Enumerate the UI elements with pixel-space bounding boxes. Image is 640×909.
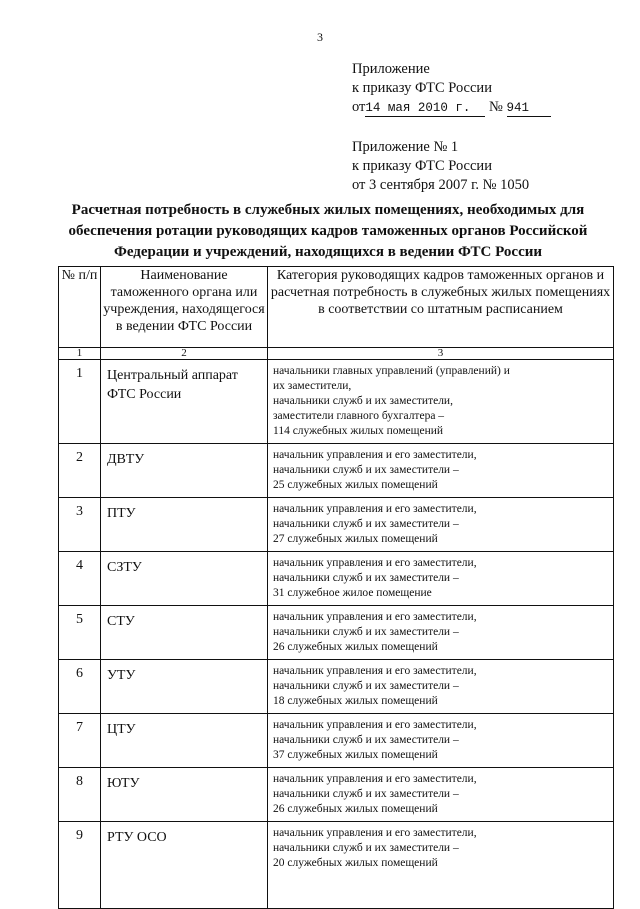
table-row [59, 660, 614, 714]
category-line: начальники служб и их заместители – [273, 680, 459, 692]
column-number-row [59, 348, 614, 360]
organization-name: Центральный аппарат ФТС России [101, 360, 268, 444]
category-cell [268, 498, 614, 552]
category-line: 26 служебных жилых помещений [273, 641, 438, 653]
category-line: начальники служб и их заместители – [273, 734, 459, 746]
row-number: 5 [59, 606, 101, 660]
category-line: начальники служб и их заместители – [273, 464, 459, 476]
category-line: 20 служебных жилых помещений [273, 857, 438, 869]
category-line: начальник управления и его заместители, [273, 719, 477, 731]
column-number: 3 [268, 348, 614, 360]
table-row [59, 606, 614, 660]
category-cell [268, 444, 614, 498]
category-line: 27 служебных жилых помещений [273, 533, 438, 545]
category-cell [268, 606, 614, 660]
row-number: 1 [59, 360, 101, 444]
category-cell [268, 360, 614, 444]
category-line: начальник управления и его заместители, [273, 827, 477, 839]
appendix-block [352, 60, 551, 117]
category-line: 18 служебных жилых помещений [273, 695, 438, 707]
category-line: 31 служебное жилое помещение [273, 587, 432, 599]
category-line: начальник управления и его заместители, [273, 665, 477, 677]
category-cell [268, 660, 614, 714]
order-date: 14 мая 2010 г. [365, 101, 485, 117]
header-organization: Наименование таможенного органа или учреждения, находящегося в ведении ФТС России [101, 267, 268, 348]
category-line: 114 служебных жилых помещений [273, 425, 444, 437]
category-line: начальники служб и их заместители, [273, 395, 453, 407]
category-line: их заместители, [273, 380, 352, 392]
table-row [59, 552, 614, 606]
appendix-1-date-line: от 3 сентября 2007 г. № 1050 [352, 177, 530, 193]
table-row [59, 822, 614, 909]
organization-name: УТУ [101, 660, 268, 714]
appendix-title: Приложение [352, 61, 430, 77]
category-cell [268, 768, 614, 822]
category-line: начальники главных управлений (управлений) и [273, 365, 510, 377]
number-prefix: № [489, 99, 503, 115]
category-line: начальник управления и его заместители, [273, 773, 477, 785]
category-cell [268, 714, 614, 768]
appendix-order-line: к приказу ФТС России [352, 80, 492, 96]
category-line: начальник управления и его заместители, [273, 557, 477, 569]
organization-name: ЦТУ [101, 714, 268, 768]
row-number: 2 [59, 444, 101, 498]
page-number: 3 [317, 30, 323, 44]
table-row [59, 714, 614, 768]
category-line: начальники служб и их заместители – [273, 626, 459, 638]
category-line: 25 служебных жилых помещений [273, 479, 438, 491]
housing-table [58, 266, 614, 909]
category-cell [268, 552, 614, 606]
category-line: 37 служебных жилых помещений [273, 749, 438, 761]
column-number: 1 [59, 348, 101, 360]
category-line: начальники служб и их заместители – [273, 572, 459, 584]
organization-name: ЮТУ [101, 768, 268, 822]
row-number: 4 [59, 552, 101, 606]
category-cell [268, 822, 614, 909]
document-title: Расчетная потребность в служебных жилых помещениях, необходимых для обеспечения ротации руководящих кадров таможенных органов Российской Федерации и учреждений, находящихся в ведении ФТС России [68, 202, 588, 260]
header-number: № п/п [59, 267, 101, 348]
table-row [59, 498, 614, 552]
column-number: 2 [101, 348, 268, 360]
category-line: начальники служб и их заместители – [273, 518, 459, 530]
row-number: 3 [59, 498, 101, 552]
organization-name: РТУ ОСО [101, 822, 268, 909]
table-header-row [59, 267, 614, 348]
row-number: 7 [59, 714, 101, 768]
table-row [59, 444, 614, 498]
order-number: 941 [507, 101, 551, 117]
appendix-1-title: Приложение № 1 [352, 139, 459, 155]
row-number: 6 [59, 660, 101, 714]
row-number: 8 [59, 768, 101, 822]
organization-name: ДВТУ [101, 444, 268, 498]
appendix-date-line [352, 98, 551, 117]
category-line: 26 служебных жилых помещений [273, 803, 438, 815]
date-prefix: от [352, 99, 366, 115]
organization-name: СЗТУ [101, 552, 268, 606]
appendix-1-block [352, 138, 529, 195]
organization-name: СТУ [101, 606, 268, 660]
category-line: начальник управления и его заместители, [273, 449, 477, 461]
organization-name: ПТУ [101, 498, 268, 552]
row-number: 9 [59, 822, 101, 909]
category-line: начальник управления и его заместители, [273, 611, 477, 623]
appendix-1-order-line: к приказу ФТС России [352, 158, 492, 174]
category-line: начальники служб и их заместители – [273, 842, 459, 854]
category-line: начальник управления и его заместители, [273, 503, 477, 515]
header-category: Категория руководящих кадров таможенных органов и расчетная потребность в служебных жилых помещениях в соответствии со штатным расписанием [268, 267, 614, 348]
table-row [59, 360, 614, 444]
category-line: заместители главного бухгалтера – [273, 410, 445, 422]
table-row [59, 768, 614, 822]
category-line: начальники служб и их заместители – [273, 788, 459, 800]
